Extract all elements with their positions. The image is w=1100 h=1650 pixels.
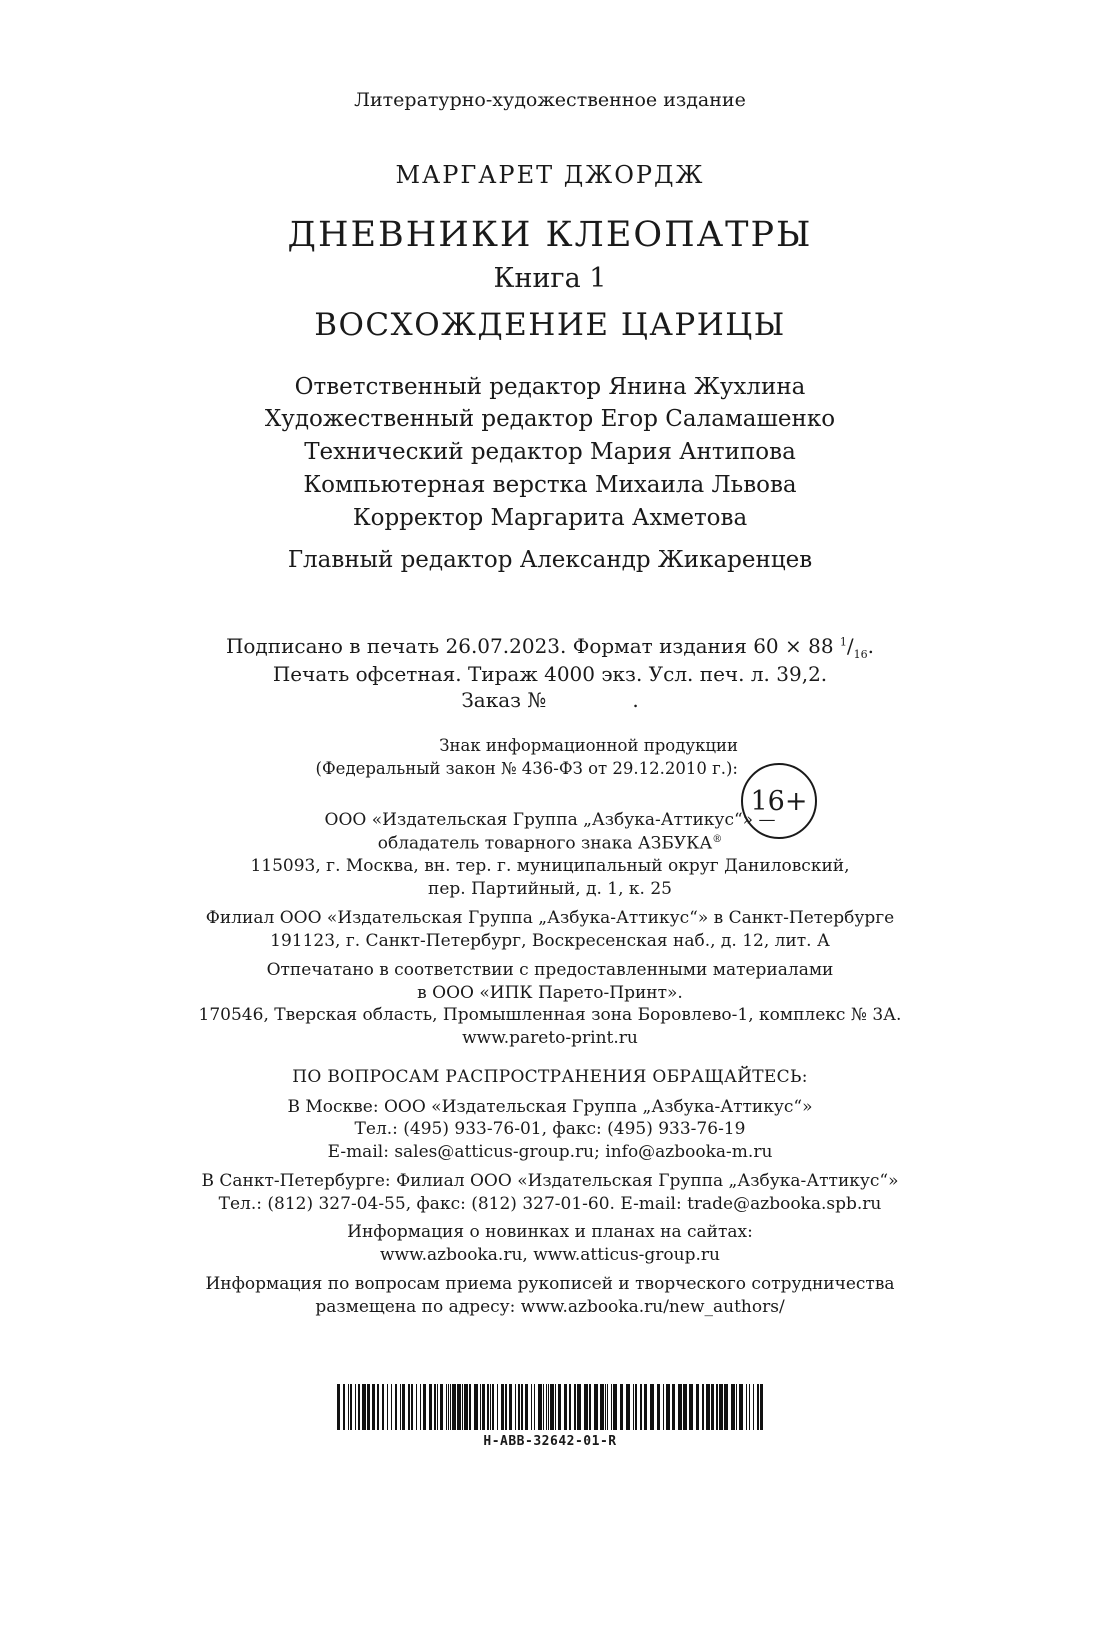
barcode-bar <box>696 1384 699 1430</box>
barcode-bar <box>577 1384 581 1430</box>
barcode-bar <box>555 1384 556 1430</box>
barcode-bar <box>474 1384 478 1430</box>
barcode-bar <box>350 1384 352 1430</box>
book-subtitle: ВОСХОЖДЕНИЕ ЦАРИЦЫ <box>314 307 786 343</box>
distribution-moscow-line: В Москве: ООО «Издательская Группа „Азбука-Аттикус“» <box>287 1097 813 1117</box>
barcode-bar <box>452 1384 456 1430</box>
barcode-bar <box>362 1384 366 1430</box>
chief-editor-line: Главный редактор Александр Жикаренцев <box>287 547 813 573</box>
distribution-spb-contact: Тел.: (812) 327-04-55, факс: (812) 327-01-60. E-mail: trade@azbooka.spb.ru <box>218 1194 882 1214</box>
websites-urls: www.azbooka.ru, www.atticus-group.ru <box>380 1245 720 1265</box>
barcode-bar <box>626 1384 630 1430</box>
printer-address-line: 170546, Тверская область, Промышленная зона Боровлево-1, комплекс № 3А. <box>198 1005 902 1025</box>
book-number: Книга 1 <box>493 263 607 294</box>
barcode-bar <box>657 1384 660 1430</box>
age-rating-badge: 16+ <box>741 763 817 839</box>
barcode-bar <box>402 1384 405 1430</box>
barcode-bar <box>543 1384 544 1430</box>
distribution-spb-line: В Санкт-Петербурге: Филиал ООО «Издательская Группа „Азбука-Аттикус“» <box>201 1171 899 1191</box>
barcode-bar <box>640 1384 642 1430</box>
barcode-bar <box>372 1384 375 1430</box>
barcode-bar <box>550 1384 554 1430</box>
barcode-bar <box>437 1384 438 1430</box>
publisher-address-line: 115093, г. Москва, вн. тер. г. муниципальный округ Даниловский, <box>250 856 850 876</box>
barcode-bar <box>521 1384 523 1430</box>
barcode-bar <box>480 1384 481 1430</box>
publisher-line: ООО «Издательская Группа „Азбука-Аттикус“» — <box>324 810 776 830</box>
barcode-bar <box>574 1384 576 1430</box>
barcode-bar <box>607 1384 608 1430</box>
barcode-bar <box>343 1384 345 1430</box>
order-line <box>0 690 1100 710</box>
barcode-bar <box>534 1384 535 1430</box>
barcode-bar <box>367 1384 370 1430</box>
printer-line: Отпечатано в соответствии с предоставленными материалами <box>266 960 834 980</box>
barcode-bar <box>490 1384 491 1430</box>
barcode-bar <box>377 1384 379 1430</box>
distribution-heading: ПО ВОПРОСАМ РАСПРОСТРАНЕНИЯ ОБРАЩАЙТЕСЬ: <box>292 1067 808 1087</box>
barcode-bar <box>469 1384 471 1430</box>
barcode-bar <box>348 1384 349 1430</box>
credit-line: Ответственный редактор Янина Жухлина <box>294 374 806 400</box>
barcode-bar <box>760 1384 763 1430</box>
barcode-bar <box>731 1384 735 1430</box>
barcode-bar <box>492 1384 494 1430</box>
branch-line: Филиал ООО «Издательская Группа „Азбука-Аттикус“» в Санкт-Петербурге <box>205 908 895 928</box>
barcode-bar <box>672 1384 675 1430</box>
barcode-code: H-ABB-32642-01-R <box>483 1434 617 1449</box>
barcode-bar <box>400 1384 401 1430</box>
barcode-bar <box>518 1384 520 1430</box>
barcode-bar <box>509 1384 512 1430</box>
barcode-bar <box>613 1384 617 1430</box>
barcode-bar <box>546 1384 547 1430</box>
barcode-bar <box>391 1384 392 1430</box>
barcode-bar <box>635 1384 637 1430</box>
credit-line: Художественный редактор Егор Саламашенко <box>264 406 836 432</box>
printer-website-line: www.pareto-print.ru <box>462 1028 638 1048</box>
barcode-bar <box>416 1384 417 1430</box>
info-sign-label: Знак информационной продукции <box>439 736 738 755</box>
barcode-bar <box>462 1384 463 1430</box>
barcode-bar <box>569 1384 571 1430</box>
print-signed-line <box>0 636 1100 660</box>
barcode-bar <box>716 1384 718 1430</box>
barcode-bar <box>663 1384 664 1430</box>
barcode-bar <box>446 1384 447 1430</box>
order-end: . <box>632 688 639 712</box>
barcode-bar <box>644 1384 647 1430</box>
genre-label: Литературно-художественное издание <box>354 89 746 111</box>
barcode-bar <box>387 1384 388 1430</box>
barcode-bar <box>584 1384 588 1430</box>
barcode-bar <box>719 1384 723 1430</box>
barcode-bar <box>505 1384 507 1430</box>
barcode-bar <box>589 1384 591 1430</box>
format-denominator: 16 <box>853 648 868 661</box>
publisher-trademark-text: обладатель товарного знака АЗБУКА <box>377 833 713 854</box>
barcode-bar <box>633 1384 634 1430</box>
barcode-bar <box>358 1384 360 1430</box>
registered-mark: ® <box>712 834 723 845</box>
barcode-bar <box>382 1384 384 1430</box>
barcode-bar <box>457 1384 461 1430</box>
barcode-bar <box>683 1384 687 1430</box>
author-name: МАРГАРЕТ ДЖОРДЖ <box>395 161 705 189</box>
distribution-moscow-email: E-mail: sales@atticus-group.ru; info@azbooka-m.ru <box>327 1142 773 1162</box>
barcode-bar <box>739 1384 743 1430</box>
barcode-bar <box>440 1384 443 1430</box>
credit-line: Компьютерная верстка Михаила Львова <box>303 472 797 498</box>
info-sign-law: (Федеральный закон № 436-ФЗ от 29.12.2010 г.): <box>315 759 738 778</box>
barcode-bar <box>706 1384 710 1430</box>
barcode-bar <box>558 1384 561 1430</box>
barcode-bar <box>448 1384 449 1430</box>
barcode-bar <box>487 1384 489 1430</box>
barcode-bar <box>434 1384 436 1430</box>
credit-line: Технический редактор Мария Антипова <box>304 439 796 465</box>
manuscripts-url: размещена по адресу: www.azbooka.ru/new_authors/ <box>315 1297 785 1317</box>
barcode-bar <box>736 1384 737 1430</box>
barcode-bar <box>594 1384 598 1430</box>
barcode-bar <box>666 1384 670 1430</box>
barcode-bar <box>753 1384 754 1430</box>
format-slash: / <box>846 634 854 658</box>
websites-line: Информация о новинках и планах на сайтах: <box>347 1222 753 1242</box>
barcode-bar <box>564 1384 567 1430</box>
publisher-address-line: пер. Партийный, д. 1, к. 25 <box>428 879 672 899</box>
barcode-bar <box>757 1384 759 1430</box>
barcode-bar <box>702 1384 704 1430</box>
barcode-bar <box>724 1384 728 1430</box>
barcode-bar <box>689 1384 693 1430</box>
format-end: . <box>867 634 875 658</box>
barcode-bar <box>355 1384 356 1430</box>
format-numerator: 1 <box>839 635 847 649</box>
barcode-bar <box>395 1384 397 1430</box>
barcode-bar <box>678 1384 682 1430</box>
book-title: ДНЕВНИКИ КЛЕОПАТРЫ <box>287 215 813 255</box>
barcode-bar <box>538 1384 542 1430</box>
barcode-bar <box>650 1384 654 1430</box>
barcode-bar <box>749 1384 750 1430</box>
barcode-bar <box>450 1384 451 1430</box>
barcode-bar <box>611 1384 612 1430</box>
barcode-bar <box>746 1384 747 1430</box>
print-run-line: Печать офсетная. Тираж 4000 экз. Усл. печ. л. 39,2. <box>272 662 828 686</box>
barcode-bar <box>482 1384 485 1430</box>
barcode-bar <box>420 1384 421 1430</box>
barcode-bar <box>464 1384 468 1430</box>
barcode-bar <box>408 1384 410 1430</box>
barcode-bar <box>711 1384 714 1430</box>
barcode-bar <box>605 1384 606 1430</box>
print-signed-text: Подписано в печать 26.07.2023. Формат издания 60 × 88 <box>225 634 840 658</box>
barcode-bar <box>429 1384 432 1430</box>
printer-line: в ООО «ИПК Парето-Принт». <box>417 983 683 1003</box>
barcode-bar <box>515 1384 516 1430</box>
barcode-bar <box>620 1384 623 1430</box>
barcode-bar <box>501 1384 504 1430</box>
order-label: Заказ № <box>461 688 547 712</box>
barcode-bar <box>548 1384 549 1430</box>
barcode <box>337 1384 763 1430</box>
barcode-bar <box>525 1384 528 1430</box>
manuscripts-line: Информация по вопросам приема рукописей и творческого сотрудничества <box>205 1274 895 1294</box>
barcode-bar <box>600 1384 604 1430</box>
barcode-bar <box>531 1384 532 1430</box>
barcode-bar <box>411 1384 413 1430</box>
barcode-bar <box>337 1384 340 1430</box>
publisher-trademark-line <box>0 835 1100 853</box>
branch-address-line: 191123, г. Санкт-Петербург, Воскресенская наб., д. 12, лит. А <box>270 931 830 951</box>
distribution-moscow-phone: Тел.: (495) 933-76-01, факс: (495) 933-76-19 <box>354 1119 746 1139</box>
barcode-bar <box>423 1384 426 1430</box>
barcode-bar <box>497 1384 498 1430</box>
credit-line: Корректор Маргарита Ахметова <box>352 505 748 531</box>
